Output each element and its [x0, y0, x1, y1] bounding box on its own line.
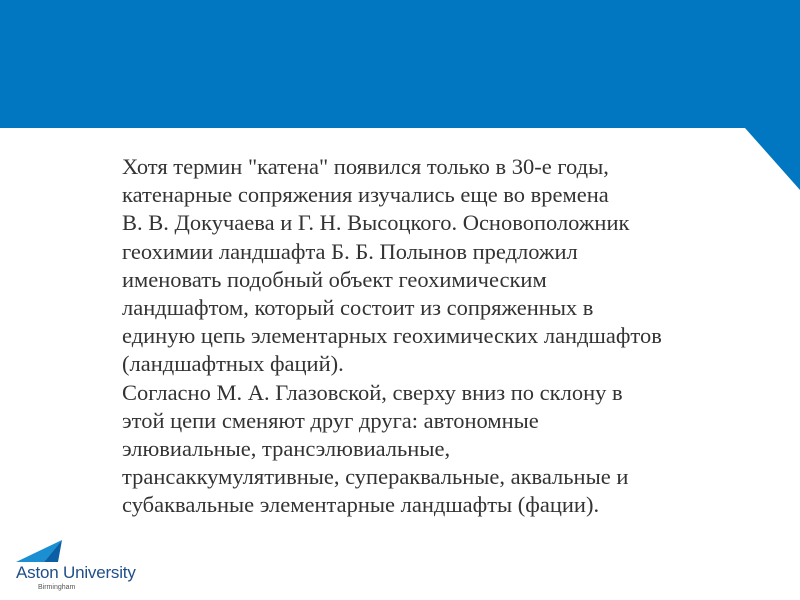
paragraph-2-line-1: Согласно М. А. Глазовской, сверху вниз по склону в	[122, 379, 623, 405]
paragraph-1-line-1: Хотя термин "катена" появился только в 30-е годы,	[122, 154, 609, 179]
paragraph-2-line-2: этой цепи сменяют друг друга: автономные	[122, 407, 539, 433]
logo-city: Birmingham	[38, 584, 76, 591]
aston-university-logo	[14, 538, 154, 594]
paragraph-2-line-5: субаквальные элементарные ландшафты (фации).	[122, 492, 600, 518]
paragraph-2-line-3: элювиальные, трансэлювиальные,	[122, 436, 451, 462]
aston-triangle-icon	[14, 538, 74, 564]
paragraph-2	[122, 379, 782, 520]
paragraph-1-line-7: единую цепь элементарных геохимических ландшафтов	[122, 323, 662, 349]
paragraph-1-line-5: именовать подобный объект геохимическим	[122, 266, 547, 292]
paragraph-1-line-2: катенарные сопряжения изучались еще во времена	[122, 182, 609, 208]
paragraph-1-line-6: ландшафтом, который состоит из сопряженных в	[122, 295, 594, 321]
slide-body	[122, 153, 782, 520]
paragraph-1-line-3: В. В. Докучаева и Г. Н. Высоцкого. Основоположник	[122, 210, 630, 236]
paragraph-1-line-8: (ландшафтных фаций).	[122, 351, 344, 377]
paragraph-1	[122, 153, 782, 379]
paragraph-2-line-4: трансаккумулятивные, супераквальные, аквальные и	[122, 464, 629, 490]
paragraph-1-line-4: геохимии ландшафта Б. Б. Полынов предложил	[122, 238, 578, 264]
logo-name: Aston University	[16, 563, 136, 582]
